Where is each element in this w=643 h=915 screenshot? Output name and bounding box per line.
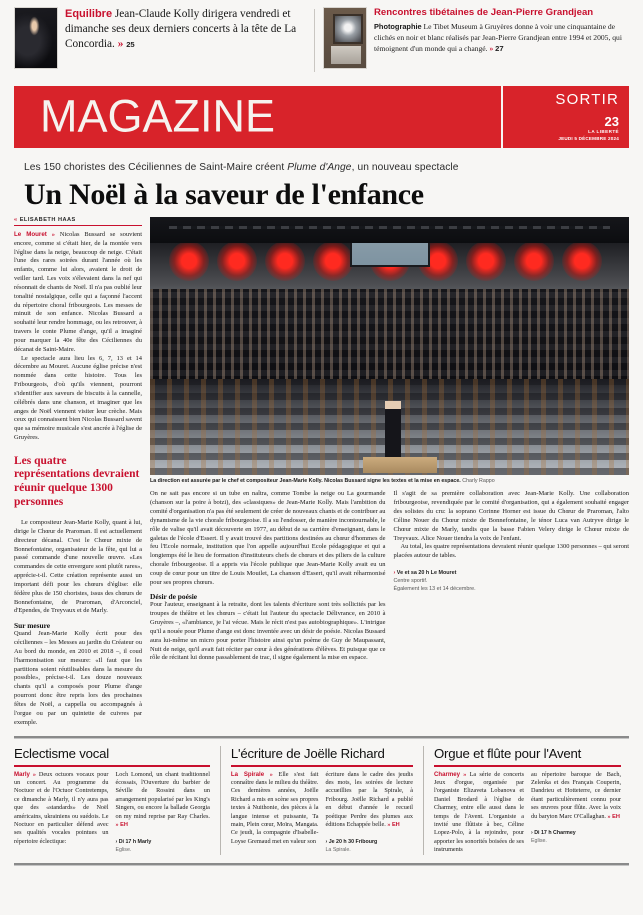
paragraph-text: au répertoire baroque de Bach, Zelenka et des Français Couperin, Dandrieu et Hotteterre, ce dernier étant particulièrement connu pour ses œuvres pour flûte. Avec la voix du baryton Marc O'Callaghan. [530,770,621,820]
brief-orgue-et-flute[interactable] [426,746,629,854]
pull-quote: Les quatre représentations devraient réunir quelque 1300 personnes [14,454,140,508]
brief-title: L'écriture de Joëlle Richard [230,746,385,762]
article-body-5 [150,601,386,663]
info-when-where: Ve et sa 20 h Le Mouret [396,570,457,576]
info-line-2: Centre sportif. [393,578,428,585]
teaser-body: Jean-Claude Kolly dirigera vendredi et dimanche ses deux derniers concerts à la tête de La Concordia. [65,8,297,51]
article-body-2 [14,519,142,616]
photo-caption [150,478,629,485]
paragraph [14,231,142,355]
paragraph-text: La série de concerts Jeux d'orgue, organisée par l'organiste Elizaveta Lobanova et Daniel Brodard à l'église de Charmey, entre elle aussi dans le temps de l'Avent. L'organiste a invité une flûtiste à bec, Céline Lopez-Polo, à la rejoindre, pour apporter les sonorités boisées de ses instruments [433,770,524,854]
subhead-desir-de-poesie: Désir de poésie [150,592,198,602]
paragraph [531,771,621,822]
tag-arrow-icon: » [463,770,467,778]
page-number: 23 [604,113,619,129]
teaser-text [65,7,304,80]
brief-col-1 [434,771,524,855]
info-line-1 [394,569,630,577]
end-arrow-icon: » [387,821,391,829]
choir-group [150,289,629,389]
kicker-post: , un nouveau spectacle [351,162,459,173]
masthead [14,86,629,148]
article-column-1 [14,217,142,728]
paper-name: LA LIBERTÉ [588,128,619,134]
brief-body-2 [531,771,621,822]
brief-ecriture-joelle-richard[interactable] [223,746,421,854]
paragraph-text: écriture dans le cadre des jeudis des mots, les soirées de lecture accueillies par la Spirale, à Fribourg. Joëlle Richard a publié en début d'année le recueil poétique Perdre des plumes aux éditions Echappée belle. [325,770,413,829]
brief-footer [115,839,209,855]
stage-photo [150,217,629,475]
divider [14,225,142,227]
caption-text: La direction est assurée par le chef et compositeur Jean-Marie Kolly. Nicolas Bussard signe les textes et la mise en espace. [150,477,461,484]
paragraph: Le compositeur Jean-Marie Kolly, quant à lui, dirige le Chœur de Praroman. Il est actuellement directeur décanal. C'est le Chœur mixte de Bonnefontaine, organisateur de la fête, qui lui a passé commande d'une nouvelle œuvre. «Les commandes de cette envergure sont plutôt rares», apprécie-t-il. Cette création représente aussi un important défi pour les chœurs d'église: elle fédère plus de 150 choristes, issus des chœurs de Bonnefontaine, de Praroman, d'Arconciel, d'Ependes, de Treyvaux et de Marly. [14,519,142,615]
teaser-head: Equilibre [65,8,113,20]
page-footer-rule [14,863,629,866]
brief-body-1 [231,771,319,847]
article-column-2 [150,490,386,663]
footer-when-where: › Di 17 h Charmey [530,830,576,837]
brief-body-1 [434,771,524,855]
tag-arrow-icon: » [269,770,273,778]
article-body-1 [14,231,142,443]
brief-columns [231,771,413,855]
brief-divider [220,746,221,854]
kicker [24,162,625,173]
article-lower-columns [150,490,629,663]
brief-divider [423,746,424,854]
paragraph-text: Loch Lomond, un chant traditionnel écossais, l'Ouverture du barbier de Séville de Rossini dans un arrangement popularisé par les King's Singers, ou encore la ballade Georgia on my mind reprise par Ray Charles. [115,770,210,820]
footer-venue: Eglise. [530,838,547,845]
article-column-3 [394,490,630,663]
divider [14,765,210,766]
jump-page[interactable]: 27 [495,44,504,54]
page-title: Un Noël à la saveur de l'enfance [24,178,424,211]
paragraph: Il s'agit de sa première collaboration avec Jean-Marie Kolly. Une collaboration fribourgeoise, revendiquée par le comité d'organisation, qui a également souhaité engager des solistes du cru: la soprano Corinne Horner est issue du Chœur de Praroman, l'alto Céline Nouer du Chœur mixte de Bonnefontaine, le ténor Luca van Autryve dirige le Chœur mixte de Marly, tandis que la basse Fabien Velery dirige le Chœur mixte de Treyvaux. Alice Nouer tiendra la voix de l'enfant. [393,490,629,542]
footer-when-where: › Je 20 h 30 Fribourg [325,838,378,845]
issue-date: JEUDI 5 DÉCEMBRE 2024 [558,135,619,141]
main-article [0,211,643,728]
brief-footer [531,830,621,846]
bottom-section [0,736,643,854]
headline-block [0,148,643,211]
top-teasers [0,0,643,80]
brief-col-2 [531,771,621,855]
paragraph-text: Nicolas Bussard se souvient encore, comme si c'était hier, de la montée vers l'église dans la neige, beaucoup de neige. C'était l'une des rares soirées durant l'année où les enfants, comme lui alors, avaient le droit de veiller tard. Les voix s'élevaient dans la nef qui résonnait de chants de Noël. Il n'a pas oublié leur tonalité nostalgique, celle qui a façonné l'accent du répertoire choral fribourgeois. Les messes de minuit de son enfance. Nicolas Bussard a souhaité leur rendre hommage, ou les retrouver, à travers le conte Plume d'ange, qu'il a imaginé pour marquer la 40e fête des Céciliennes du décanat de Saint-Maire. [14,231,142,353]
brief-col-1 [231,771,319,855]
photo-credit: Charly Rappo [462,477,495,484]
paragraph [231,771,319,847]
brief-col-2 [115,771,209,855]
conductor-photo [14,7,58,69]
brief-body-1 [14,771,108,847]
teaser-head: Rencontres tibétaines de Jean-Pierre Grandjean [374,7,594,18]
byline-arrow-icon: « [14,216,18,223]
paragraph: Le spectacle aura lieu les 6, 7, 13 et 14 décembre au Mouret. Aucune église précise n'est nommée dans cette histoire. Tous les Fribourgeois, d'où qu'ils viennent, pourront s'identifier aux saveurs de biscuits à la cannelle, célébrés dans une chanson, et imaginer que les anges de Noël viennent visiter leur crèche. Mais ceux qui connaissent bien Nicolas Bussard savent que sa mémoire musicale s'est ancrée à l'église de Gruyères. [14,354,143,442]
brief-tag: La Spirale [230,770,265,778]
article-body-3 [14,630,142,727]
brief-col-1 [14,771,108,855]
kicker-title: Plume d'Ange [287,162,352,173]
dateline: Le Mouret [14,231,47,238]
event-info [394,569,630,593]
author-initials: EH [391,822,400,829]
divider [14,736,629,739]
paragraph: Quand Jean-Marie Kolly écrit pour des céciliennes – les Messes au jardin du Créateur ou Au bord du monde, en 2010 et 2018 –, il coud l'harmonisation sur mesure: «Il faut que les partitions soient réutilisables dans la mesure du possible», précise-t-il. Les douze nouveaux chants qu'il a composés pour Plume d'ange pourront donc être repris lors des prochaines fêtes de Noël, a cappella ou accompagnés à l'orgue ou par un quintette de cuivres par exemple. [14,630,142,726]
paragraph-text: Deux octuors vocaux pour un concert. Au programme du Noctuor et de l'Octuor Contretemps, ce dimanche à Marly, il n'y aura pas que des «standards» de Noël américains, ukrainiens ou suédois. Le Noctuor en particulier défend avec ses qualités vocales pointues un répertoire éclectique: [14,770,109,845]
teaser-tibet[interactable] [323,7,629,80]
dateline-arrow-icon: » [51,231,55,238]
brief-body-2 [115,771,209,830]
brief-footer [325,839,413,855]
masthead-section-box [501,86,629,148]
end-arrow-icon: » [115,821,119,829]
byline-author: ELISABETH HAAS [19,216,76,223]
article-body-6 [394,490,630,561]
end-arrow-icon: » [607,812,611,820]
brief-eclectisme-vocal[interactable] [14,746,218,854]
brief-body-2 [325,771,413,830]
paragraph [14,771,108,847]
paragraph [325,771,413,830]
brief-columns [434,771,621,855]
jump-arrow-icon: » [117,38,124,51]
paragraph: On ne sait pas encore si un tube en naîtra, comme Tombe la neige ou La gourmande (chanson sur la poire à botzi), des «classiques» de Jean-Marie Kolly. Mais l'ambition du comité d'organisation n'a pas été seulement de créer de nouveaux chants et de contribuer au dynamisme de la vie chorale fribourgeoise. Il a su l'endosser, de manière incontournable, le rôle de valise qu'il avait découverte en 1977, au début de sa carrière d'enseignant, dans le galetas de l'école d'Essert. Il y avait trouvé des partitions destinées au chœur d'hommes de feu l'Ecole normale, institution que l'on appelle aujourd'hui Ecole pédagogique et qui a longtemps été le lieu de formation d'instituteurs chefs de chœurs et des piliers de la culture chorale fribourgeoise. Il a appris via l'école publique que Jean-Marie Kolly avait eu un coup de cœur pour un titre de Louis Mouilet, La chanson d'Essert, qu'il avait réharmonisé pour ses propres chœurs. [150,490,386,586]
jump-page[interactable]: 25 [126,40,135,50]
jump-arrow-icon: » [489,44,494,54]
brief-title: Eclectisme vocal [14,746,110,762]
author-initials: EH [612,813,620,820]
paragraph [115,771,209,830]
info-line-3: Également les 13 et 14 décembre. [393,586,476,593]
brief-tag: Marly [14,770,30,778]
kicker-pre: Les 150 choristes des Céciliennes de Saint-Maire créent [24,162,288,173]
teaser-lead: Photographie [374,21,422,31]
footer-when-where: › Di 17 h Marly [115,838,152,845]
lighting-truss [150,217,629,243]
teaser-equilibre[interactable] [14,7,314,80]
divider [434,765,621,766]
brief-col-2 [325,771,413,855]
masthead-banner [14,86,501,148]
conductor-figure [385,401,401,459]
brief-tag: Charmey [433,770,461,778]
divider [231,765,413,766]
tag-arrow-icon: » [32,770,36,778]
article-right-block [150,217,629,728]
section-label: SORTIR [555,91,619,108]
brief-title: Orgue et flûte pour l'Avent [433,746,582,762]
teaser-text [374,7,629,80]
footer-venue: Eglise. [115,846,132,853]
teaser-body: Le Tibet Museum à Gruyères donne à voir une cinquantaine de clichés en noir et blanc réalisés par Jean-Pierre Grandjean entre 1994 et 2005, qui témoignent d'un monde qui a changé. [374,21,622,54]
masthead-title: MAGAZINE [40,90,276,142]
subhead-sur-mesure: Sur mesure [14,621,51,631]
conductor-podium [363,457,437,473]
bottom-briefs [14,746,629,854]
footer-venue: La Spirale. [325,846,351,853]
info-arrow-icon: › [393,570,396,576]
paragraph-text: Elle s'est fait connaître dans le milieu du théâtre. Ces dernières années, Joëlle Richard a mis en scène ses propres textes à Nuithonie, des pièces à la langue intense et puissante, Ta main, Plein cœur, Moïra, Mangata. Ce jeudi, la compagnie d'Isabelle-Loyse Gremaud met en valeur son [230,770,319,845]
article-body-4 [150,490,386,587]
byline [14,217,142,223]
brief-columns [14,771,210,855]
paragraph: Au total, les quatre représentations devraient réunir quelque 1300 personnes – qui seront placées autour de tables. [393,543,629,560]
author-initials: EH [120,822,128,829]
tibet-photo [323,7,367,69]
teaser-divider [314,9,315,72]
paragraph: Pour l'auteur, enseignant à la retraite, dont les talents d'écriture sont très sollicités par les troupes de théâtre et les chœurs – c'était lui l'auteur du spectacle Délivrance, en 2010 à Gruyères –, «l'ambiance, je l'ai vécue. Mais le récit n'est pas autobiographique». L'intrigue qu'il a nouée pour Plume d'ange est donc inventée avec un désir de poésie. Nicolas Bussard aura lui-même un micro pour porter l'histoire ainsi qu'un poème de Guy de Maupassant, Nuit de neige, qu'il avait fait réciter par cœur à des générations d'élèves. Et puisque que ce rôle de récitant lui donne passablement de trac, il signe également la mise en espace. [150,601,386,662]
paragraph [434,771,524,855]
